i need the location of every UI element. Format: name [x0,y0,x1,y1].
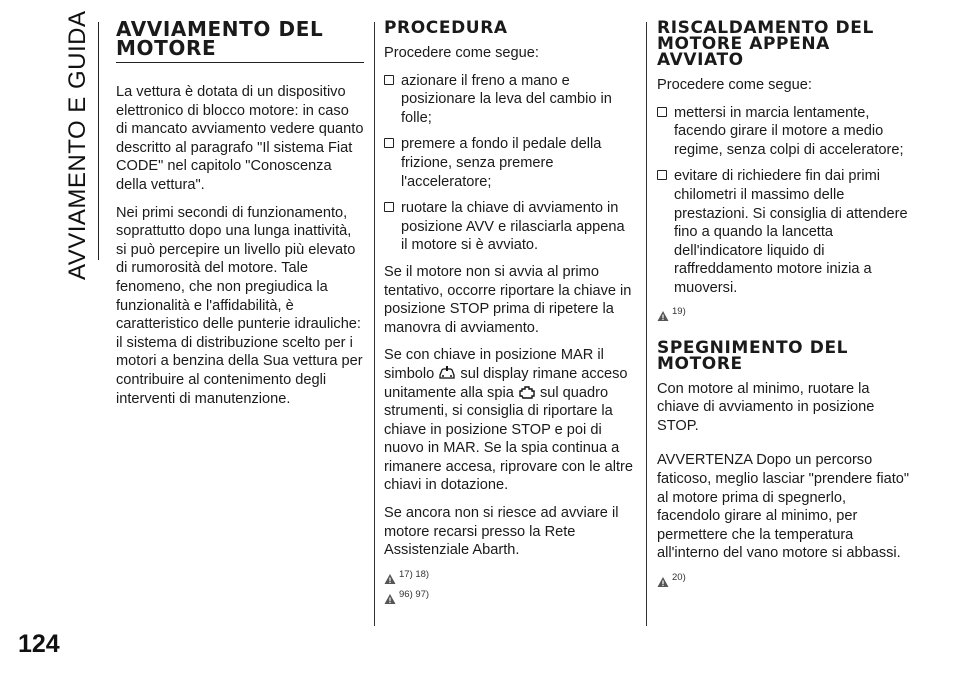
page-number: 124 [18,630,60,658]
column-engine-start [116,17,364,417]
procedure-list [384,72,634,255]
paragraph: Procedere come segue: [657,77,812,93]
sidebar-rule [98,22,99,260]
heading-warm-up: RISCALDAMENTO DEL MOTORE APPENA AVVIATO [657,18,874,70]
column-procedure [384,20,634,609]
checkbox-bullet-icon [384,202,394,212]
heading-engine-start: AVVIAMENTO DEL MOTORE [116,17,324,60]
column-divider [374,22,375,626]
list-item-text: mettersi in marcia lentamente, facendo girare il motore a medio regime, senza colpi di acceleratore; [674,104,904,158]
list-item-text: premere a fondo il pedale della frizione, senza premere l'acceleratore; [401,136,602,190]
list-item-text: evitare di richiedere fin dai primi chilometri il massimo delle prestazioni. Si consiglia di attendere fino a quando la lancetta dell'indicatore liquido di raffreddamento motore inizia a muoversi. [674,168,908,296]
list-item-text: azionare il freno a mano e posizionare la leva del cambio in folle; [401,72,612,126]
caution-reference [384,589,634,605]
paragraph: La vettura è dotata di un dispositivo elettronico di blocco motore: in caso di mancato avviamento vedere quanto descritto al paragrafo "Il sistema Fiat CODE" nel capitolo "Conoscenza della vettura". [116,84,364,193]
column-divider [646,22,647,626]
heading-engine-stop: SPEGNIMENTO DEL MOTORE [657,337,849,374]
checkbox-bullet-icon [657,107,667,117]
checkbox-bullet-icon [384,138,394,148]
list-item [384,72,634,128]
warm-up-list [657,104,912,298]
list-item [657,104,912,160]
warning-reference [657,572,912,588]
paragraph: Se il motore non si avvia al primo tentativo, occorre riportare la chiave in posizione STOP prima di ripetere la manovra di avviamento. [384,263,632,336]
paragraph: AVVERTENZA Dopo un percorso faticoso, meglio lasciar "prendere fiato" al motore prima di spegnerlo, facendolo girare al minimo, per permettere che la temperatura all'interno del vano motore si abbassi. [657,452,910,562]
warning-triangle-icon [657,576,669,588]
warning-reference [657,306,912,322]
paragraph: Procedere come segue: [384,45,539,61]
reference-number: 20) [672,572,686,584]
paragraph: Con motore al minimo, ruotare la chiave di avviamento in posizione STOP. [657,380,875,434]
warning-reference [384,569,634,585]
section-title-vertical: AVVIAMENTO E GUIDA [64,10,91,280]
heading-rule [116,62,364,63]
caution-triangle-icon [384,593,396,605]
heading-procedure: PROCEDURA [384,18,508,38]
list-item [657,167,912,297]
list-item [384,199,634,255]
engine-warning-light-icon [518,384,536,400]
column-warm-up [657,20,912,592]
paragraph: Nei primi secondi di funzionamento, soprattutto dopo una lunga inattività, si può percepire un livello più elevato di rumorosità del motore. Tale fenomeno, che non pregiudica la funzionalità e l'affidabilità, è caratteristico delle punterie idrauliche: il sistema di distribuzione scelto per i motori a benzina della Sua vettura per contribuire al contenimento degli interventi di manutenzione. [116,204,363,407]
list-item [384,135,634,191]
text-run: Se con chiave in posizione MAR il simbolo [384,347,604,382]
warning-triangle-icon [384,573,396,585]
reference-number: 96) 97) [399,589,430,601]
paragraph [384,346,634,495]
paragraph: Se ancora non si riesce ad avviare il motore recarsi presso la Rete Assistenziale Abarth. [384,505,619,559]
checkbox-bullet-icon [384,75,394,85]
car-key-symbol-icon [438,365,456,381]
list-item-text: ruotare la chiave di avviamento in posizione AVV e rilasciarla appena il motore si è avviato. [401,200,625,254]
text-run: sul display rimane acceso unitamente alla spia [384,365,628,401]
reference-number: 19) [672,305,686,317]
reference-number: 17) 18) [399,569,430,581]
text-run: sul quadro strumenti, si consiglia di riportare la chiave in posizione STOP e poi di nuovo in MAR. Se la spia continua a rimanere accesa, riprovare con le altre chiavi in dotazione. [384,384,634,494]
warning-triangle-icon [657,310,669,322]
checkbox-bullet-icon [657,170,667,180]
